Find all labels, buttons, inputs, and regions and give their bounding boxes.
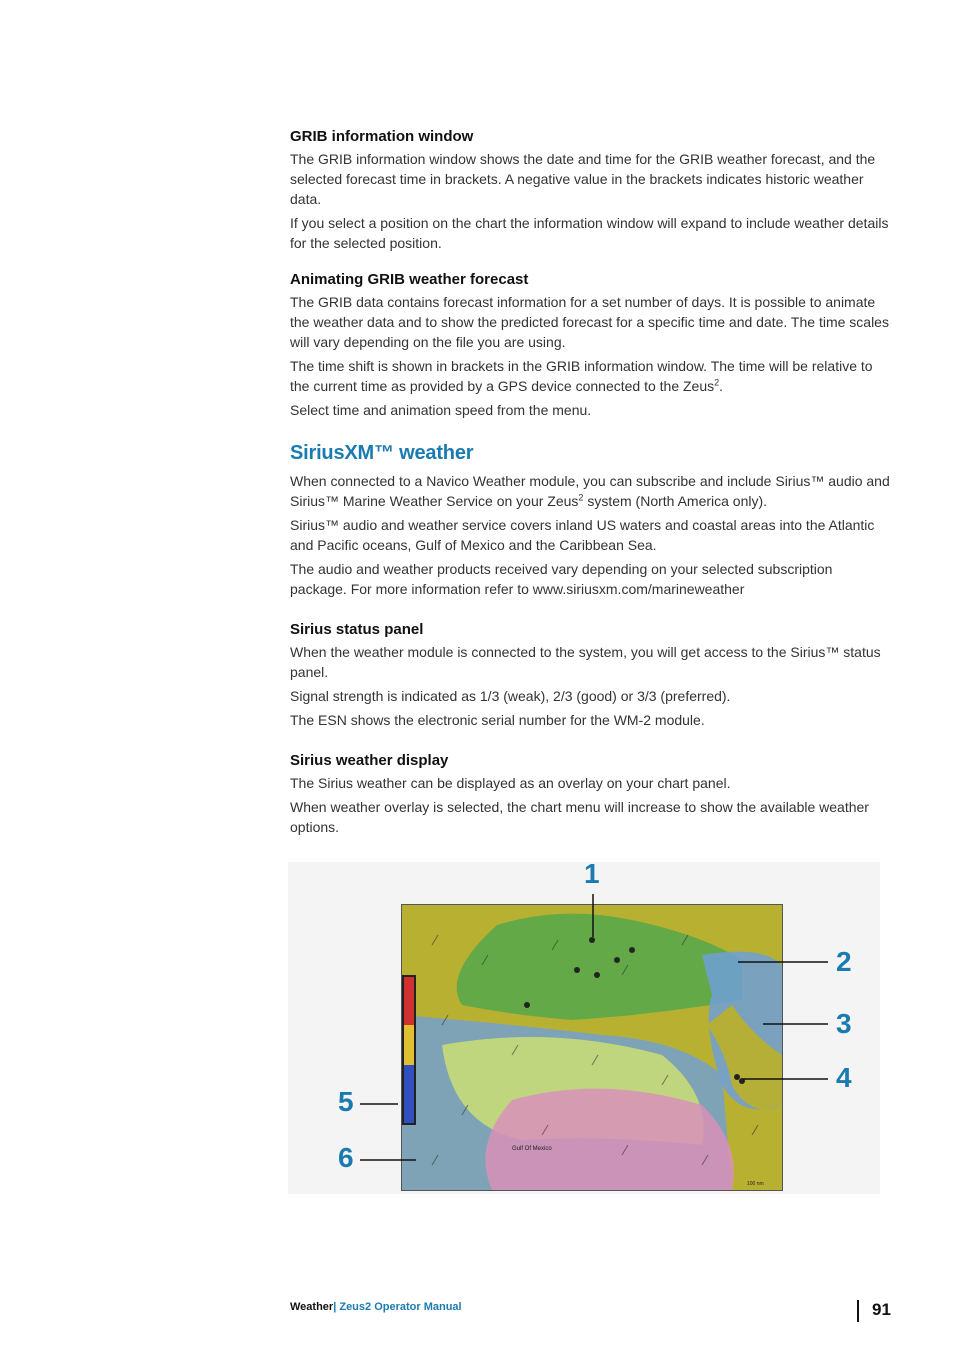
weather-display-paragraph-2: When weather overlay is selected, the chart menu will increase to show the available weather options. (290, 799, 869, 835)
callout-5: 5 (338, 1086, 354, 1117)
heading-animating: Animating GRIB weather forecast (290, 271, 529, 288)
animating-paragraph-1: The GRIB data contains forecast information for a set number of days. It is possible to animate the weather data and to show the predicted forecast for a specific time and date. The time scales will vary depending on the file you are using. (290, 294, 889, 350)
section-grib-info (290, 128, 890, 253)
grib-info-paragraph-1: The GRIB information window shows the date and time for the GRIB weather forecast, and the selected forecast time in brackets. A negative value in the brackets indicates historic weather data. (290, 151, 876, 207)
scale-label: 100 nm (747, 1181, 764, 1187)
animating-paragraph-2 (290, 356, 890, 396)
callout-3: 3 (836, 1008, 852, 1039)
heading-status-panel: Sirius status panel (290, 621, 424, 638)
weather-figure (288, 858, 880, 1194)
superscript-2: 2 (578, 492, 584, 503)
status-panel-paragraph-3: The ESN shows the electronic serial number for the WM-2 module. (290, 712, 705, 728)
status-panel-paragraph-1: When the weather module is connected to the system, you will get access to the Sirius™ status panel. (290, 644, 881, 680)
heading-weather-display: Sirius weather display (290, 752, 449, 769)
siriusxm-paragraph-2: Sirius™ audio and weather service covers inland US waters and coastal areas into the Atlantic and Pacific oceans, Gulf of Mexico and the Caribbean Sea. (290, 517, 875, 553)
page-number: 91 (872, 1300, 891, 1319)
page-content (290, 128, 890, 855)
callout-4: 4 (836, 1062, 852, 1093)
page-footer (290, 1301, 462, 1313)
callout-2: 2 (836, 946, 852, 977)
weather-display-paragraph-1: The Sirius weather can be displayed as an overlay on your chart panel. (290, 775, 731, 791)
footer-separator: | (333, 1301, 340, 1313)
siriusxm-p1-text: When connected to a Navico Weather module, you can subscribe and include Sirius™ audio and Sirius™ Marine Weather Service on your Zeus (290, 473, 890, 509)
section-siriusxm (290, 442, 890, 599)
status-panel-paragraph-2: Signal strength is indicated as 1/3 (weak), 2/3 (good) or 3/3 (preferred). (290, 688, 731, 704)
page-number-divider (857, 1300, 859, 1322)
siriusxm-p1-end: system (North America only). (583, 493, 768, 509)
footer-manual-title: Zeus2 Operator Manual (339, 1301, 462, 1313)
section-animating (290, 271, 890, 420)
animating-p2-end: . (719, 378, 724, 394)
callout-lines (288, 862, 880, 1194)
heading-siriusxm: SiriusXM™ weather (290, 442, 474, 464)
section-weather-display (290, 752, 890, 837)
callout-6: 6 (338, 1142, 354, 1173)
section-status-panel (290, 621, 890, 730)
superscript-2: 2 (714, 377, 720, 388)
footer-chapter: Weather (290, 1301, 334, 1313)
animating-p2-text: The time shift is shown in brackets in the GRIB information window. The time will be relative to the current time as provided by a GPS device connected to the Zeus (290, 358, 873, 394)
callout-1: 1 (584, 858, 600, 889)
animating-paragraph-3: Select time and animation speed from the menu. (290, 402, 592, 418)
grib-info-paragraph-2: If you select a position on the chart the information window will expand to include weather details for the selected position. (290, 215, 889, 251)
siriusxm-paragraph-3: The audio and weather products received vary depending on your selected subscription package. For more information refer to www.siriusxm.com/marineweather (290, 561, 833, 597)
gulf-label: Gulf Of Mexico (512, 1146, 552, 1152)
siriusxm-paragraph-1 (290, 471, 890, 511)
heading-grib-info: GRIB information window (290, 128, 474, 145)
